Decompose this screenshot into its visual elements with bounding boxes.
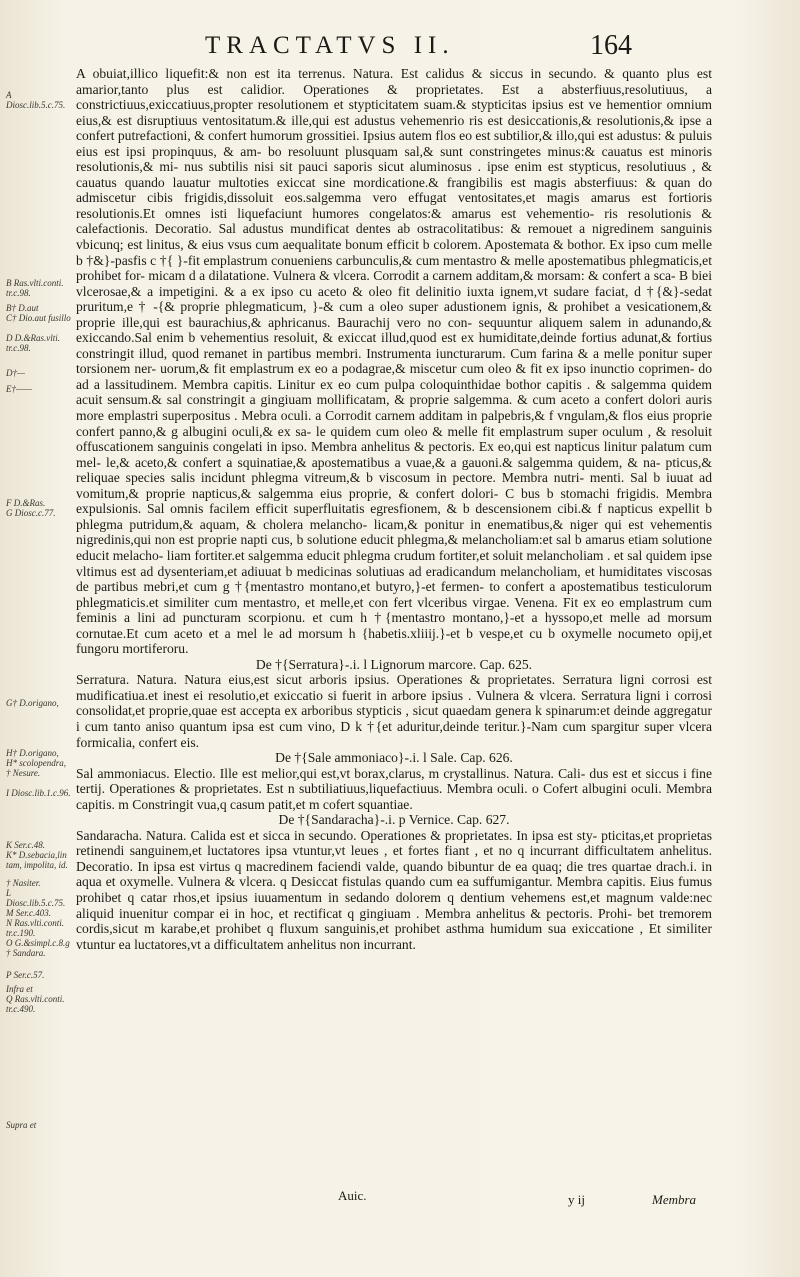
margin-note: E†—— (6, 384, 33, 394)
catchword-left: Auic. (338, 1188, 367, 1203)
margin-note: I Diosc.lib.1.c.96. (6, 788, 71, 798)
margin-note: K Ser.c.48. K* D.sebacia,lin tam, impolita, id. (6, 840, 68, 870)
margin-note: B Ras.vlti.conti. tr.c.98. (6, 278, 64, 298)
margin-note: Infra et Q Ras.vlti.conti. tr.c.490. (6, 984, 65, 1014)
chapter-heading-sal-ammoniaco: De †{Sale ammoniaco}-.i. l Sale. Cap. 626. (275, 750, 513, 766)
margin-note: D D.&Ras.vlti. tr.c.98. (6, 333, 60, 353)
margin-note: † Nasiter. L Diosc.lib.5.c.75. M Ser.c.403. N Ras.vlti.conti. tr.c.190. O G.&simpl.c.8.g † Sandara. (6, 878, 70, 958)
page-header (0, 28, 800, 68)
paragraph-serratura: Serratura. Natura. Natura eius,est sicut arboris ipsius. Operationes & proprietates. Serratura ligni corrosi est mudificatiua.et inest ei resolutio,et exiccatio si fuerit in arbore ipsius . Vulnera & vlcera. Serratura ligni i corrosi consolidat,et proprie,quae est accepta ex arboribus stypticis , sicut quaedam genera k spinarum:et deinde aggregatur i cum tanto aniso quantum ipsa est cum vino, D k †{et aduritur,deinde teritur.}-Nam cum spargitur super vlcera formicalia, confert eis. (76, 672, 712, 750)
paragraph-sandaracha: Sandaracha. Natura. Calida est et sicca in secundo. Operationes & proprietates. In ipsa est sty- pticitas,et proprietas retinendi sanguinem,et luctatores ipsa vtuntur,vt leues , et fortes fiant , et no q incurrant difficultatem anhelitus. Decoratio. In ipsa est virtus q macredinem faciendi valde, quando bibuntur de ea quaq; die tres quartae drach.i. in aqua et oxymelle. Vulnera & vlcera. q Desiccat fistulas quando cum ea suffumigantur. Membra capitis. Eius fumus prohibet q catar rhos,et ipsius iuuamentum in sedando dolorem q dentium vehemens est,et magnum valde:nec aliquid inuenitur compar ei in hoc, et rectificat q gingiuam . Membra anhelitus & pectoris. Prohi- bet tremorem cordis,sicut m karabe,et prohibet q fluxum sanguinis,et prohibet asthma humidum sua exiccatione , Et similiter vtuntur ea luctatores,vt a difficultatem anhelitus non incurrant. (76, 827, 712, 952)
catchword-right: Membra (652, 1192, 697, 1207)
margin-note: D†— (6, 368, 26, 378)
margin-note: Supra et (6, 1120, 37, 1130)
chapter-heading-sandaracha: De †{Sandaracha}-.i. p Vernice. Cap. 627. (278, 812, 510, 828)
paragraph-sal-continued: A obuiat,illico liquefit:& non est ita terrenus. Natura. Est calidus & siccus in secundo. & quanto plus est amarior,tanto plus est calidior. Operationes & proprietates. Est a absterfiuus,resolutiuus, a constrictiuus,exiccatiuus,propter resolutionem et stypticitatem suam.& stypticitas ipsius est ve hementior omnium eius,& est disruptiuus ventositatum.& ille,qui est adustus vehemenrio ris est desiccationis,& resolutionis,& ipse a confert putrefactioni, & confert humorum grossitiei. Ipsius autem flos eo est subtilior,& illo,qui est adustus: & puluis eius est ipsi propinquus, & am- bo resoluunt plusquam sal,& sunt constringetes minus:& cauatus est minoris resolutionis,& mi- nus subtilis nisi sit pauci saporis sicut aluminosus . ipse enim est stypticus, resolutiuus , & cauatus quando lauatur multoties exiccat sine mordicatione.& frangibilis est magis absterfiuus: & quan do admiscetur cibis frigidis,dissoluit eos.salgemma vero effugat ventositates,et magis amarus est fortioris resolutionis.Et omnes isti liquefaciunt humores congelatos:& amarus est vehementio- ris resolutionis & calefactionis. Decoratio. Sal adustus mundificat dentes ab ostracolitatibus: & remouet a nigredinem sanguinis vbicunq; est linitus, & eius vsus cum aequalitate bonum efficit b colorem. Apostemata & bothor. Ex ipso cum melle b †&}-pasfis c †{ }-fit emplastrum conueniens carbunculis,& cum mentastro & melle apostematibus phlegmaticis,et prohibet for- micam d a dilatatione. Vulnera & vlcera. Corrodit a carnem additam,& morsam: & confert a sca- B biei vlcerosae,& a impetigini. & a ex ipso cu aceto & oleo fit delinitio iuxta ignem,vt sudare faciat, d †{&}-sedat pruritum,e † -{& proprie phlegmaticum, }-& cum a oleo super adustionem ignis, & prohibet a vesicationem,& proprie ille,qui est baurachius,& aphricanus. Baurachij vero no con- sequuntur aliquem salem in adunando,& exiccando.Sal enim b vehementius resoluit, & exiccat illud,quod est ex humiditate,deinde fortius adunat,& fortius constringit illud, quod remanet in partibus membri. Instrumenta iuncturarum. Cum farina & a melle ponitur super torsionem ner- uorum,& fit emplastrum ex eo a podagrae,& miscetur cum oleo & fit ex ipso inunctio coprimen- do ad a lassitudinem. Membra capitis. Linitur ex eo cum pulpa coloquinthidae bothor capitis . & salgemma quidem acuit sensum.& sal constringit a gingiuam mollificatam, & proprie salgemma. & cum aceto a confert dolori auris more emplastri superpositus . Mebra oculi. a Corrodit carnem additam in palpebris,& f vngulam,& flos eius proprie confert panno,& g albugini oculi,& ex sa- le quidem cum oleo & melle fit emplastrum super oculum , & resoluit offuscationem sanguinis congelati in ipso. Membra anhelitus & pectoris. Ex eo,qui est napticus linitur palatum cum mel- le,& aceto,& confert a squinatiae,& apostematibus a vuae,& a gauoni.& salgemma quidem, & na- pticus,& reliquae species salis incidunt phlegma vitreum,& b viscosum in pectore. Membra nutri- menti. Sal b iuuat ad vomitum,& proprie napticus,& salgemma eius proprie, & confert dolori- C bus b stomachi frigidis. Membra expulsionis. Sal omnis facilem efficit superfluitatis egresfionem, & b descensionem cibi.& f napticus expellit b phlegma putridum,& aquam, & cholera melancho- licam,& ponitur in enematibus,& niger qui est vehementis nigredinis,qui non est proprie napti cus, b solutione educit phlegma,& melancholiam:et sal b amarus etiam solutione educit melacho- liam fortiter.et salgemma educit phlegma crudum fortiter,et soluit melancholiam . et sal quidem ipse vltimus est ad dysenteriam,et adiuuat b medicinas solutiuas ad eradicandum melancholiam, et humiditates viscosas de partibus mebri,et cum g †{mentastro montano,et butyro,}-et fermen- to confert a apostematibus testiculorum phlegmaticis.et similiter cum mentastro, et melle,et con fert vlceribus virgae. Venena. Fit ex eo emplastrum cum feminis a lini ad puncturam scorpionu. et cum h †{mentastro montano,}-et a hyssopo,et melle ad morsum cornutae.Et cum aceto et a mel le ad morsum h {habetis.xliiij.}-et b vespe,et cu b oxymelle nocumeto opij,et fungoru mortiferoru. (76, 66, 712, 657)
catchwords-line (0, 1188, 800, 1208)
margin-note: B† D.aut C† Dio.aut fusillo (6, 303, 71, 323)
margin-note: P Ser.c.57. (6, 970, 45, 980)
margin-notes (6, 78, 72, 1198)
running-title: TRACTATVS II. (205, 32, 455, 59)
main-text-column (76, 66, 712, 952)
margin-note: G† D.origano, (6, 698, 59, 708)
chapter-heading-serratura: De †{Serratura}-.i. l Lignorum marcore. Cap. 625. (255, 656, 533, 672)
signature-mark: y ij (568, 1192, 585, 1207)
page-number: 164 (590, 30, 632, 61)
paragraph-sal-ammoniacus: Sal ammoniacus. Electio. Ille est melior,qui est,vt borax,clarus, m crystallinus. Natura. Cali- dus est et siccus i fine tertij. Operationes & proprietates. Est n subtiliatiuus,liquefactiuus. Membra oculi. o Cofert albugini oculi. Membra capitis. m Constringit vua,q casum patit,et m cofert squantiae. (76, 765, 712, 812)
margin-note: H† D.origano, H* scolopendra, † Nesure. (6, 748, 66, 778)
margin-note: A Diosc.lib.5.c.75. (6, 90, 66, 110)
margin-note: F D.&Ras. G Diosc.c.77. (6, 498, 56, 518)
